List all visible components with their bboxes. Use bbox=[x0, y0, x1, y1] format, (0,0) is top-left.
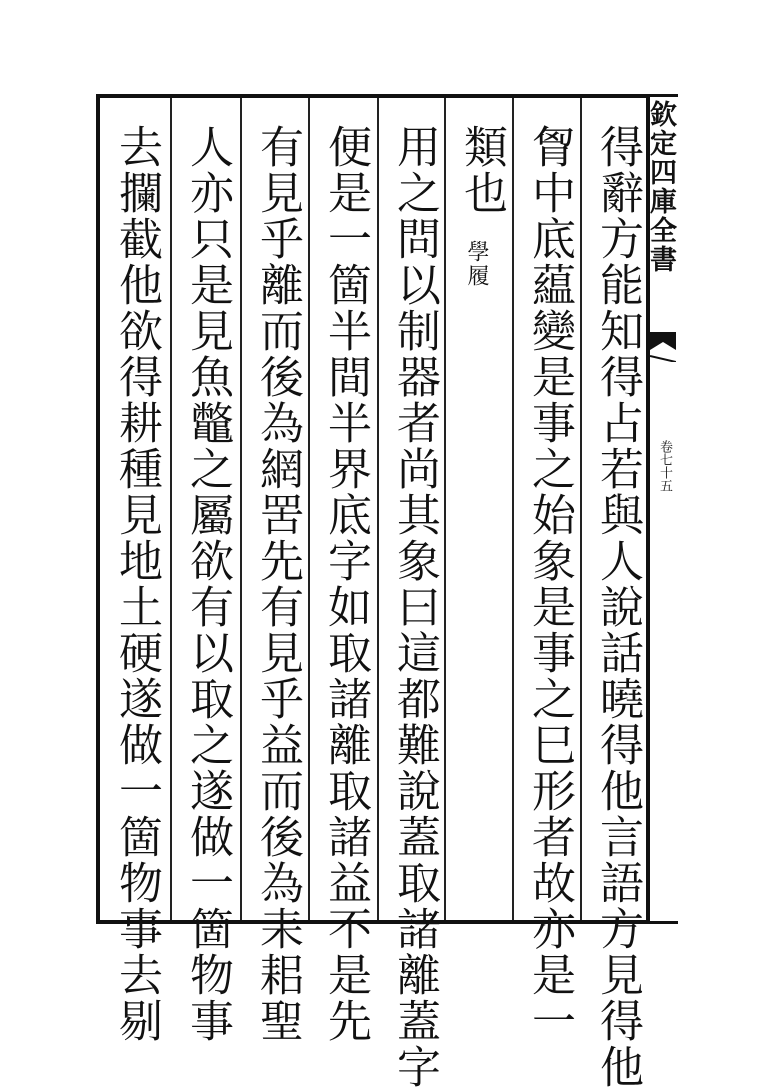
column-divider bbox=[377, 98, 379, 920]
text-column-6: 有見乎離而後為網罟先有見乎益而後為耒耜聖 bbox=[252, 124, 303, 1044]
text-column-8: 去攔截他欲得耕種見地土硬遂做一箇物事去剔 bbox=[111, 124, 162, 1044]
text-column-7: 人亦只是見魚鼈之屬欲有以取之遂做一箇物事 bbox=[182, 124, 233, 1044]
source-note: 學履 bbox=[464, 240, 489, 288]
column-divider bbox=[240, 98, 242, 920]
column-divider bbox=[444, 98, 446, 920]
column-divider bbox=[170, 98, 172, 920]
column-divider bbox=[308, 98, 310, 920]
text-column-1: 得辭方能知得占若與人說話曉得他言語方見得他 bbox=[592, 124, 643, 1090]
text-column-2: 胷中底藴變是事之始象是事之巳形者故亦是一 bbox=[524, 124, 575, 1044]
column-divider bbox=[512, 98, 514, 920]
text-column-5: 便是一箇半間半界底字如取諸離取諸益不是先 bbox=[320, 124, 371, 1044]
volume-number: 卷七十五 bbox=[657, 440, 672, 492]
column-divider bbox=[580, 98, 582, 920]
text-column-3: 類也 bbox=[456, 124, 507, 216]
book-title: 欽定四庫全書 bbox=[645, 100, 676, 274]
fishtail-mark-icon bbox=[650, 332, 676, 362]
text-column-4: 用之問以制器者尚其象曰這都難說蓋取諸離蓋字 bbox=[389, 124, 440, 1090]
